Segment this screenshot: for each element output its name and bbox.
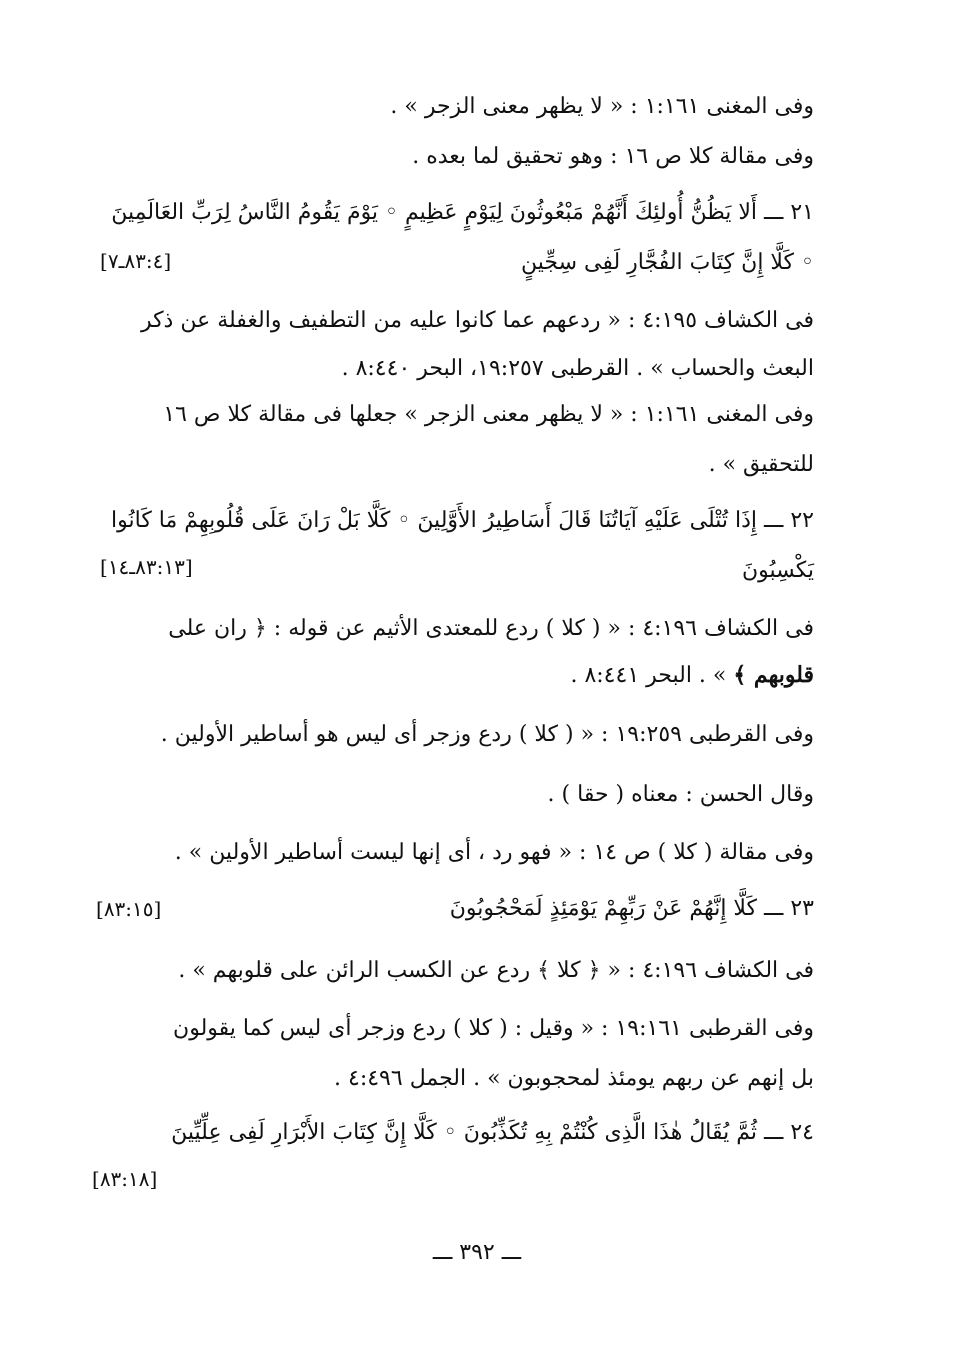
page-number: ـــ ٣٩٢ ـــ — [432, 1240, 522, 1265]
text-line: وقال الحسن : معناه ( حقا ) . — [547, 782, 814, 807]
verse-line: ٢١ ـــ أَلا يَظُنُّ أُولئِكَ أَنَّهُمْ مَبْعُوثُونَ لِيَوْمٍ عَظِيمٍ ◦ يَوْمَ يَقُومُ النَّاسُ لِرَبِّ العَالَمِينَ — [111, 200, 814, 225]
text-line — [570, 660, 814, 691]
text-line: فى الكشاف ٤:١٩٦ : « ( كلا ) ردع للمعتدى الأثيم عن قوله : ﴿ ران على — [168, 616, 814, 641]
verse-reference: [٨٣:١٣ـ١٤] — [100, 555, 193, 579]
text-line: وفى القرطبى ١٩:٢٥٩ : « ( كلا ) ردع وزجر أى ليس هو أساطير الأولين . — [160, 722, 814, 747]
text-line: بل إنهم عن ربهم يومئذ لمحجوبون » . الجمل ٤:٤٩٦ . — [334, 1066, 814, 1091]
verse-line: ٢٣ ـــ كَلَّا إِنَّهُمْ عَنْ رَبِّهِمْ يَوْمَئِذٍ لَمَحْجُوبُونَ — [449, 896, 814, 921]
verse-line: ◦ كَلَّا إِنَّ كِتَابَ الفُجَّارِ لَفِى سِجِّينٍ — [521, 250, 814, 275]
verse-reference: [٨٣:١٥] — [96, 897, 162, 921]
verse-line: ٢٢ ـــ إِذَا تُتْلَى عَلَيْهِ آيَاتُنَا قَالَ أَسَاطِيرُ الأَوَّلِينَ ◦ كَلَّا بَلْ رَانَ عَلَى قُلُوبِهِمْ مَا كَانُوا — [111, 508, 814, 533]
verse-reference: [٨٣:٤ـ٧] — [100, 249, 172, 273]
text-line: وفى المغنى ١:١٦١ : « لا يظهر معنى الزجر » جعلها فى مقالة كلا ص ١٦ — [163, 402, 814, 427]
text-line: فى الكشاف ٤:١٩٦ : « ﴿ كلا ﴾ ردع عن الكسب الرائن على قلوبهم » . — [178, 958, 814, 983]
text-line: فى الكشاف ٤:١٩٥ : « ردعهم عما كانوا عليه من التطفيف والغفلة عن ذكر — [140, 308, 814, 333]
text-span: » . البحر ٨:٤٤١ . — [570, 663, 734, 688]
text-line: للتحقيق » . — [708, 452, 814, 477]
text-line: وفى المغنى ١:١٦١ : « لا يظهر معنى الزجر » . — [390, 94, 814, 119]
text-line: البعث والحساب » . القرطبى ١٩:٢٥٧، البحر ٨:٤٤٠ . — [341, 356, 814, 381]
text-line: وفى مقالة ( كلا ) ص ١٤ : « فهو رد ، أى إنها ليست أساطير الأولين » . — [174, 840, 814, 865]
text-line: وفى مقالة كلا ص ١٦ : وهو تحقيق لما بعده . — [412, 144, 814, 169]
text-line: وفى القرطبى ١٩:١٦١ : « وقيل : ( كلا ) ردع وزجر أى ليس كما يقولون — [173, 1016, 814, 1041]
quran-quote: قلوبهم ﴾ — [733, 662, 814, 688]
verse-line: ٢٤ ـــ ثُمَّ يُقَالُ هٰذَا الَّذِى كُنْتُمْ بِهِ تُكَذِّبُونَ ◦ كَلَّا إِنَّ كِتَابَ الأَبْرَارِ لَفِى عِلِّيِّينَ — [171, 1120, 814, 1145]
verse-reference: [٨٣:١٨] — [92, 1167, 158, 1191]
verse-line: يَكْسِبُونَ — [741, 558, 814, 583]
